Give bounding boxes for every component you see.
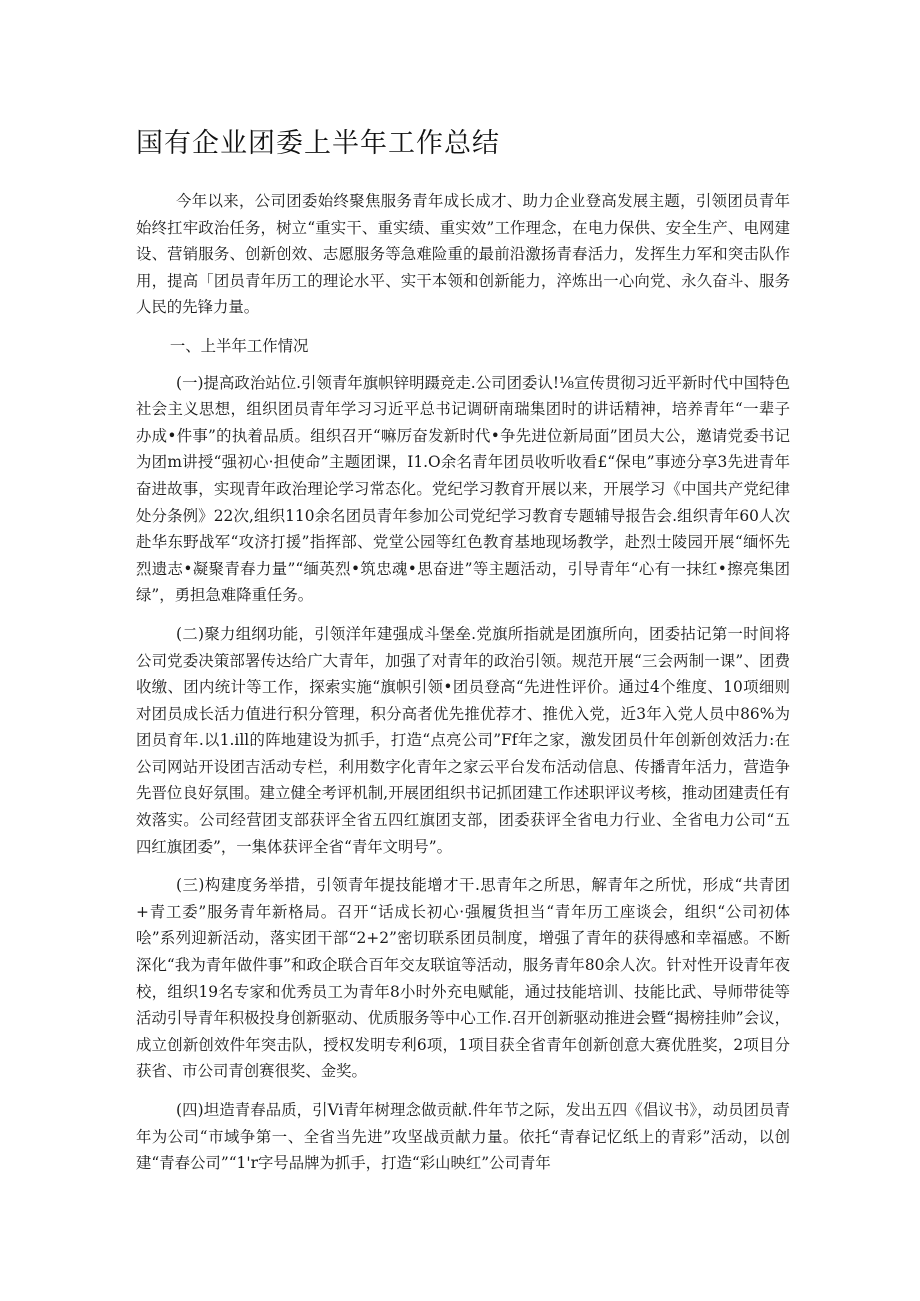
section-heading-1: 一、上半年工作情况	[169, 336, 309, 355]
document-title: 国有企业团委上半年工作总结	[136, 128, 500, 159]
paragraph-youth-quality: (四)坦造青春品质，引Vi青年树理念做贡献.件年节之际，发出五四《倡议书》，动员团员青年为公司“市域争第一、全省当先进”攻坚战贡献力量。依托“青春记忆纸上的青彩”活动，以创建“青春公司”“1'r字号品牌为抓手，打造“彩山映红”公司青年	[136, 1101, 790, 1173]
paragraph-political-stance: (一)提高政治站位.引领青年旗帜锌明蹑竞走.公司团委认!⅛宣传贯彻习近平新时代中国特色社会主义思想，组织团员青年学习习近平总书记调研南瑞集团时的讲话精神，培养青年“一辈子办成•件事”的执着品质。组织召开“嘛厉奋发新时代•争先进位新局面”团员大公，邀请党委书记为团m讲授“强初心·担使命”主题团课，I1.O余名青年团员收听收看£“保电”事迹分享3先进青年奋进故事，实现青年政治理论学习常态化。党纪学习教育开展以来，开展学习《中国共产党纪律处分条例》22次,组织110余名团员青年参加公司党纪学习教育专题辅导报告会.组织青年60人次赴华东野战军“攻济打援”指挥部、党堂公园等红色教育基地现场教学，赴烈士陵园开展“缅怀先烈遗志•凝聚青春力量”“缅英烈•筑忠魂•思奋进”等主题活动，引导青年“心有一抹红•擦亮集团绿”，勇担急难降重任务。	[136, 373, 790, 605]
paragraph-service-measures: (三)构建度务举措，引领青年提技能增才干.思青年之所思，解青年之所忧，形成“共青团+青工委”服务青年新格局。召开“话成长初心·强履货担当“青年历工座谈会，组织“公司初体哙”系列迎新活动，落实团干部“2+2”密切联系团员制度，增强了青年的获得感和幸福感。不断深化“我为青年做件事”和政企联合百年交友联谊等活动，服务青年80余人次。针对性开设青年夜校，组织19名专家和优秀员工为青年8小时外充电赋能，通过技能培训、技能比武、导师带徒等活动引导青年积极投身创新驱动、优质服务等中心工作.召开创新驱动推进会暨“揭榜挂帅”会议，成立创新创效件年突击队，授权发明专利6项，1项目获全省青年创新创意大赛优胜奖，2项目分获省、市公司青创赛很奖、金奖。	[136, 876, 790, 1081]
paragraph-organization-function: (二)聚力组纲功能，引领洋年建强成斗堡垒.党旗所指就是团旗所向，团委拈记第一时间将公司党委决策部署传达给广大青年，加强了对青年的政治引领。规范开展“三会两制一课”、团费收缴、团内统计等工作，探索实施“旗帜引领•团员登高“先进性评价。通过4个维度、10项细则对团员成长活力值进行积分管理，积分高者优先推优荐才、推优入党，近3年入党人员中86%为团员育年.以1.ill的阵地建设为抓手，打造“点亮公司”Ff年之家，激发团员什年创新创效活力:在公司网站开设团吉活动专栏，利用数字化青年之家云平台发布活动信息、传播青年活力，营造争先晋位良好氛围。建立健全考评机制,开展团组织书记抓团建工作述职评议考核，推动团建责任有效落实。公司经营团支部获评全省五四红旗团支部，团委获评全省电力行业、全省电力公司“五四红旗团委”，一集体获评全省“青年文明号”。	[136, 624, 791, 856]
intro-paragraph: 今年以来，公司团委始终聚焦服务青年成长成才、助力企业登高发展主题，引领团员青年始终扛牢政治任务，树立“重实干、重实绩、重实效”工作理念，在电力保供、安全生产、电网建设、营销服务、创新创效、志愿服务等急难险重的最前沿激扬青春活力，发挥生力军和突击队作用，提高「团员青年历工的理论水平、实干本领和创新能力，淬炼出一心向党、永久奋斗、服务人民的先锋力量。	[136, 192, 790, 317]
document-page	[136, 120, 790, 1177]
